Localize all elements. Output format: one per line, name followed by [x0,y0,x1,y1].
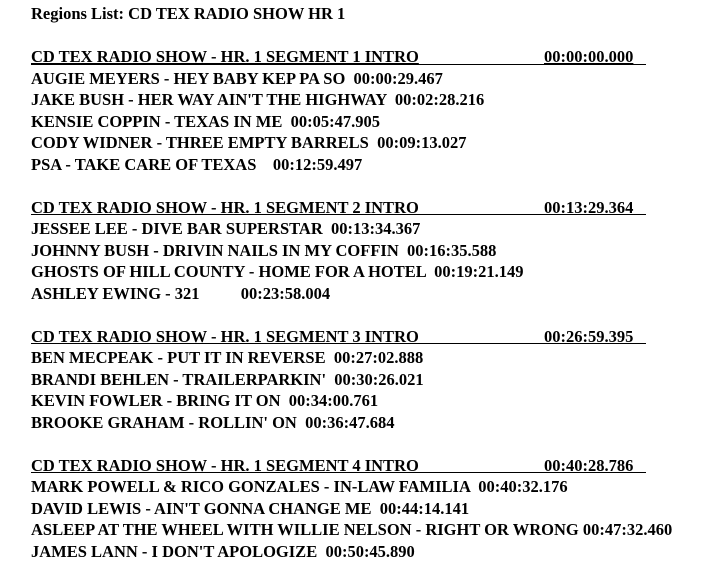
track-row: BROOKE GRAHAM - ROLLIN' ON 00:36:47.684 [31,412,395,432]
segment-header [31,46,646,68]
track-row: JOHNNY BUSH - DRIVIN NAILS IN MY COFFIN 00:16:35.588 [31,240,497,260]
segment-header-underline [31,64,646,65]
segment-header-title: CD TEX RADIO SHOW - HR. 1 SEGMENT 4 INTRO [31,455,419,475]
segment-header-time: 00:13:29.364 [544,197,634,217]
segment-header-title: CD TEX RADIO SHOW - HR. 1 SEGMENT 3 INTRO [31,326,419,346]
segment-header-underline [31,472,646,473]
segment-header-underline [31,214,646,215]
track-row: JAMES LANN - I DON'T APOLOGIZE 00:50:45.890 [31,541,415,561]
segment-header-time: 00:00:00.000 [544,47,634,66]
track-row: MARK POWELL & RICO GONZALES - IN-LAW FAMILIA 00:40:32.176 [31,477,568,496]
segment-3 [31,326,701,434]
track-row: JESSEE LEE - DIVE BAR SUPERSTAR 00:13:34.367 [31,219,421,238]
track-row: CODY WIDNER - THREE EMPTY BARRELS 00:09:13.027 [31,133,467,152]
segment-header [31,326,646,348]
segment-header [31,455,646,477]
track-row: KEVIN FOWLER - BRING IT ON 00:34:00.761 [31,391,379,410]
track-row: JAKE BUSH - HER WAY AIN'T THE HIGHWAY 00:02:28.216 [31,90,485,109]
track-row: PSA - TAKE CARE OF TEXAS 00:12:59.497 [31,154,363,174]
document [31,3,701,562]
segment-4 [31,455,701,563]
track-row: AUGIE MEYERS - HEY BABY KEP PA SO 00:00:29.467 [31,68,443,88]
segment-2 [31,197,701,305]
track-row: GHOSTS OF HILL COUNTY - HOME FOR A HOTEL 00:19:21.149 [31,262,524,281]
segment-1 [31,46,701,175]
segment-header-underline [31,343,646,344]
document-title: Regions List: CD TEX RADIO SHOW HR 1 [31,4,346,23]
segment-header-time: 00:26:59.395 [544,326,634,346]
track-row: ASLEEP AT THE WHEEL WITH WILLIE NELSON - RIGHT OR WRONG 00:47:32.460 [31,520,673,539]
segment-header [31,197,646,219]
segment-header-title: CD TEX RADIO SHOW - HR. 1 SEGMENT 1 INTRO [31,47,419,66]
track-row: BRANDI BEHLEN - TRAILERPARKIN' 00:30:26.021 [31,369,424,389]
track-row: BEN MECPEAK - PUT IT IN REVERSE 00:27:02.888 [31,348,424,367]
track-row: KENSIE COPPIN - TEXAS IN ME 00:05:47.905 [31,111,380,131]
track-row: ASHLEY EWING - 321 00:23:58.004 [31,283,331,303]
segment-header-title: CD TEX RADIO SHOW - HR. 1 SEGMENT 2 INTRO [31,197,419,217]
segment-header-time: 00:40:28.786 [544,455,634,475]
track-row: DAVID LEWIS - AIN'T GONNA CHANGE ME 00:44:14.141 [31,498,470,518]
